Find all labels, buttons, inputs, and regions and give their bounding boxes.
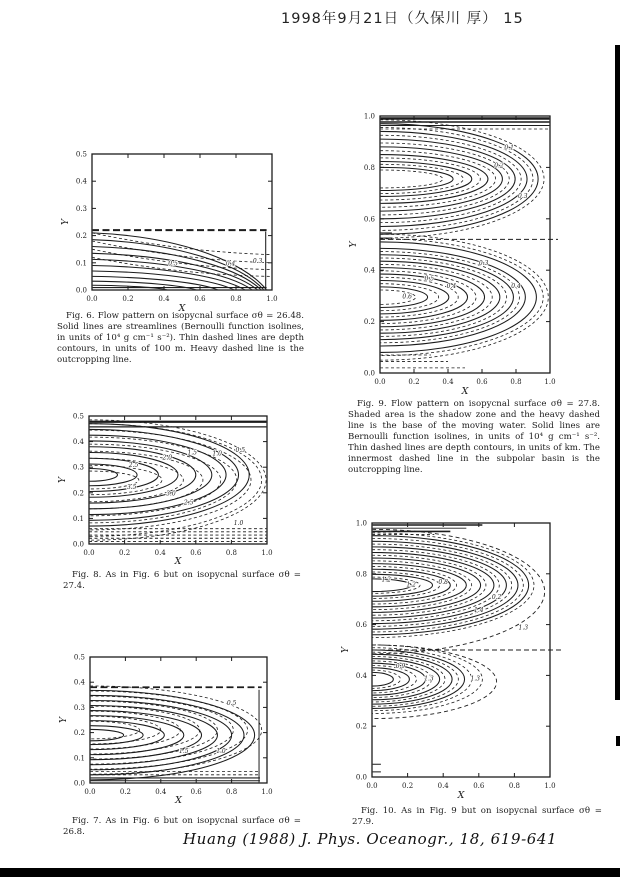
x-tick-label: 1.0 (261, 549, 273, 557)
x-tick-label: 0.2 (122, 295, 134, 303)
y-tick-label: 0.1 (73, 754, 85, 763)
x-tick-label: 0.8 (225, 549, 237, 557)
figure-10 (340, 515, 600, 803)
x-tick-label: 0.2 (402, 782, 414, 790)
x-tick-label: 0.6 (476, 378, 488, 386)
x-tick-label: 0.2 (119, 788, 131, 796)
contour-label: 1.5 (187, 449, 198, 457)
y-tick-label: 0.4 (363, 266, 375, 275)
figure-9-caption: Fig. 9. Flow pattern on isopycnal surface σθ = 27.8. Shaded area is the shadow zone and the heavy dashed line is the base of the moving water. Solid lines are Bernoulli function isolines, in units of 10⁴ g cm⁻¹ s⁻². Thin dashed lines are depth contours, in units of km. The innermost dashed line in the subpolar basin is the outcropping line. (348, 399, 600, 475)
x-tick-label: 0.2 (119, 549, 131, 557)
contour-label: 1.3 (470, 675, 481, 683)
contours (380, 119, 550, 368)
contour-label: 0.4 (511, 283, 521, 291)
y-tick-label: 1.0 (363, 112, 375, 121)
contour-label: 0.5 (235, 446, 246, 454)
y-tick-label: 0.2 (72, 489, 84, 498)
y-tick-label: 0.5 (72, 412, 84, 421)
y-tick-label: 0.1 (72, 514, 84, 523)
x-tick-label: 0.0 (366, 782, 378, 790)
contour-label: 0.5 (226, 699, 237, 707)
contour-label: 1.2 (406, 581, 416, 589)
contour-label: 0.2 (491, 594, 502, 602)
x-axis-label: X (461, 386, 469, 397)
contour-label: 3.0 (166, 490, 176, 498)
x-axis-label: X (174, 556, 182, 567)
figure-7-plot (58, 648, 303, 814)
x-tick-label: 0.4 (158, 295, 170, 303)
plot-frame (92, 154, 272, 290)
y-tick-label: 0.0 (363, 369, 375, 378)
handwritten-citation: Huang (1988) J. Phys. Oceanogr., 18, 619-641 (183, 830, 558, 848)
figure-10-caption: Fig. 10. As in Fig. 9 but on isopycnal surface σθ = 27.9. (352, 806, 602, 827)
contour-label: 3.5 (126, 483, 137, 491)
figure-8 (57, 408, 302, 568)
y-tick-label: 0.8 (363, 163, 375, 172)
contours (372, 525, 545, 772)
y-axis-label: Y (57, 476, 68, 484)
figure-10-plot (340, 515, 600, 803)
contour-label: 0.8 (438, 578, 448, 586)
contour-label: 0.6 (402, 293, 412, 301)
contour-label: 1.3 (518, 624, 529, 632)
y-tick-label: 0.2 (363, 318, 375, 327)
x-axis-label: X (175, 795, 182, 806)
x-tick-label: 0.4 (437, 782, 449, 790)
y-tick-label: 0.4 (75, 177, 87, 186)
x-tick-label: 0.2 (408, 378, 420, 386)
x-tick-label: 0.6 (194, 295, 206, 303)
contour-label: 0.4 (225, 260, 236, 268)
contour-label: 2.5 (128, 462, 139, 470)
y-tick-label: 0.0 (75, 286, 87, 295)
y-tick-label: 0.4 (72, 438, 84, 447)
y-axis-label: Y (58, 716, 69, 724)
contour-label: 0.4 (446, 283, 457, 291)
y-tick-label: 0.2 (355, 722, 367, 731)
x-tick-label: 0.6 (473, 782, 485, 790)
y-axis-label: Y (340, 646, 351, 654)
contour-label: 0.5 (424, 275, 435, 283)
y-tick-label: 0.2 (73, 729, 85, 738)
contour-label: 1.2 (381, 576, 392, 584)
scan-edge-right-mark (616, 736, 620, 746)
y-tick-label: 0.4 (73, 678, 85, 687)
figure-6-caption: Fig. 6. Flow pattern on isopycnal surface σθ = 26.48. Solid lines are streamlines (Bernoulli function isolines, in units of 10⁴ g cm⁻¹ s⁻²). Thin dashed lines are depth contours, in units of 100 m. Heavy dashed line is the outcropping line. (57, 311, 304, 365)
x-axis-label: X (457, 790, 465, 801)
contour-label: 0.1 (504, 144, 514, 152)
figure-8-plot (57, 408, 302, 568)
contour-label: 0.3 (518, 193, 528, 201)
contour-label: 1.0 (233, 519, 244, 527)
y-tick-label: 0.0 (73, 779, 85, 788)
x-axis-label: X (178, 303, 186, 314)
x-tick-label: 0.8 (510, 378, 522, 386)
y-tick-label: 0.2 (75, 232, 87, 241)
y-tick-label: 0.3 (72, 463, 84, 472)
x-tick-label: 0.4 (154, 549, 166, 557)
figure-9-plot (345, 108, 590, 398)
figure-9 (345, 108, 590, 398)
contour-label: 1.5 (179, 747, 189, 755)
handwritten-date-note: 1998年9月21日（久保川 厚） 15 (281, 11, 524, 27)
contour-label: 0.5 (168, 260, 178, 268)
y-tick-label: 0.0 (355, 773, 367, 782)
x-tick-label: 0.0 (84, 788, 96, 796)
x-tick-label: 1.0 (544, 782, 556, 790)
x-tick-label: 0.0 (86, 295, 98, 303)
y-tick-label: 0.1 (75, 259, 87, 268)
x-tick-label: 0.6 (190, 549, 202, 557)
y-axis-label: Y (348, 241, 359, 248)
plot-frame (380, 116, 550, 373)
contour-label: 1.0 (212, 450, 222, 458)
scan-edge-right (615, 45, 620, 700)
x-tick-label: 0.4 (155, 788, 167, 796)
figure-7 (58, 648, 303, 814)
y-tick-label: 0.4 (355, 671, 367, 680)
contour-label: 1.4 (474, 606, 484, 614)
figure-7-caption: Fig. 7. As in Fig. 6 but on isopycnal surface σθ = 26.8. (63, 816, 301, 837)
x-tick-label: 0.8 (508, 782, 520, 790)
y-tick-label: 0.8 (355, 570, 367, 579)
y-axis-label: Y (60, 218, 71, 226)
contour-label: 0.3 (478, 260, 489, 268)
x-tick-label: 1.0 (266, 295, 278, 303)
y-tick-label: 1.0 (355, 519, 367, 528)
y-tick-label: 0.3 (73, 703, 85, 712)
x-tick-label: 0.8 (226, 788, 238, 796)
x-tick-label: 0.6 (190, 788, 202, 796)
x-tick-label: 0.4 (442, 378, 454, 386)
x-tick-label: 0.0 (374, 378, 386, 386)
y-tick-label: 0.3 (75, 204, 87, 213)
y-tick-label: 0.5 (75, 150, 87, 159)
figure-8-caption: Fig. 8. As in Fig. 6 but on isopycnal surface σθ = 27.4. (63, 570, 301, 591)
contour-label: 0.9 (395, 662, 406, 670)
x-tick-label: 0.0 (83, 549, 95, 557)
contour-label: 1.3 (424, 675, 434, 683)
scan-edge-bottom (0, 868, 620, 877)
contour-label: 1.0 (216, 747, 226, 755)
y-tick-label: 0.0 (72, 540, 84, 549)
contour-label: 0.2 (494, 162, 504, 170)
x-tick-label: 0.8 (230, 295, 242, 303)
x-tick-label: 1.0 (261, 788, 273, 796)
figure-6-plot (57, 143, 302, 313)
contour-label: 2.0 (162, 454, 173, 462)
contours (92, 230, 272, 290)
y-tick-label: 0.6 (355, 621, 367, 630)
contour-label: 2.5 (183, 499, 194, 507)
x-tick-label: 1.0 (544, 378, 556, 386)
y-tick-label: 0.6 (363, 215, 375, 224)
figure-6 (57, 143, 302, 313)
contour-label: 0.3 (252, 257, 263, 265)
y-tick-label: 0.5 (73, 653, 85, 662)
